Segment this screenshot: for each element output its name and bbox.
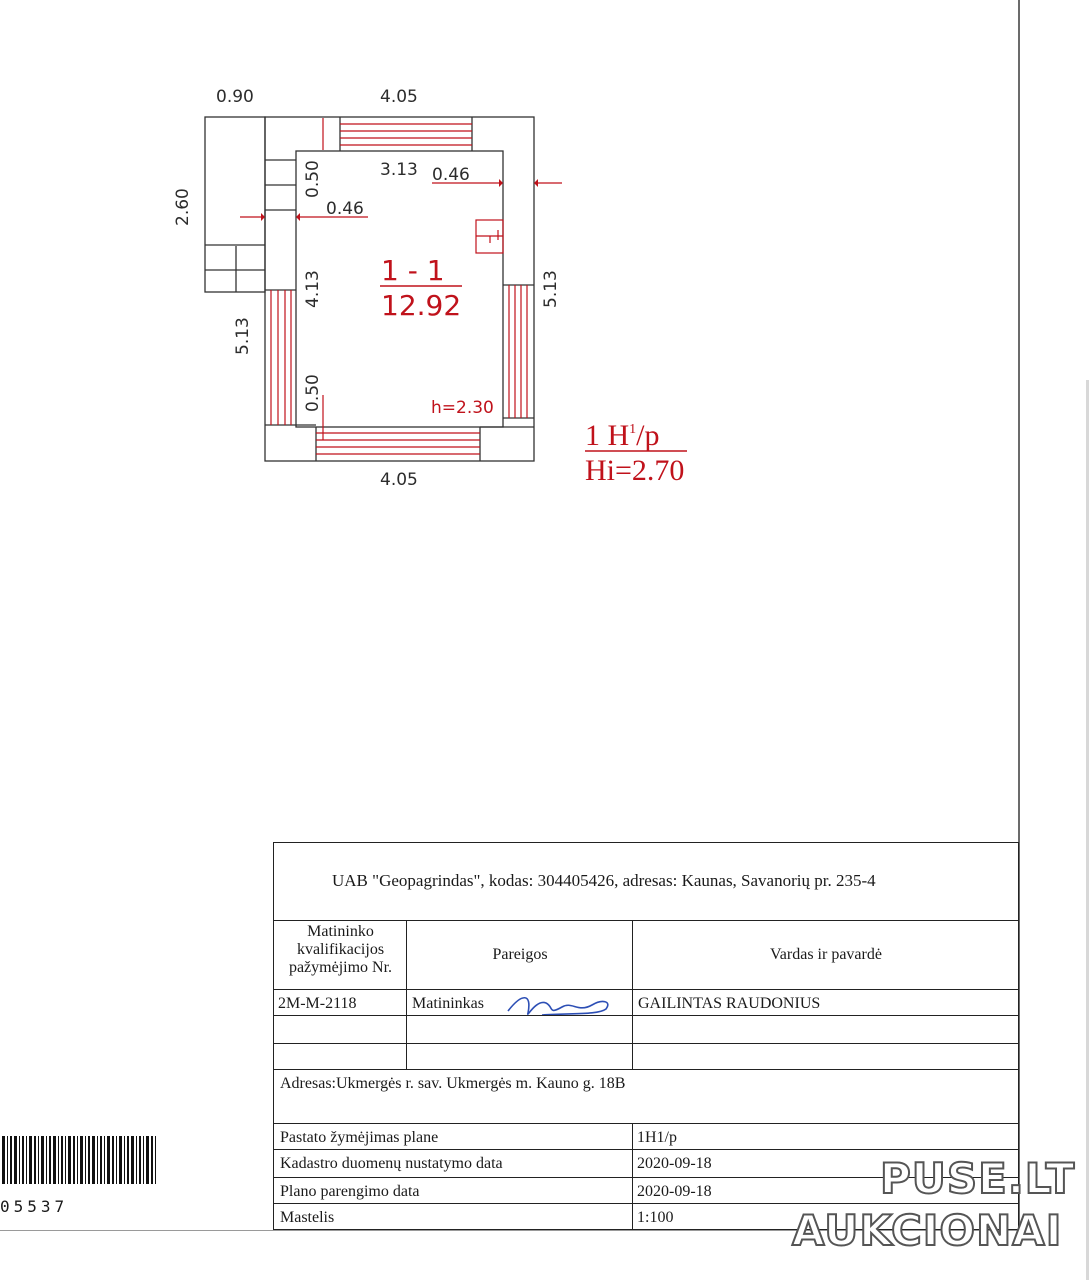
surveyor-name: GAILINTAS RAUDONIUS — [638, 995, 821, 1012]
watermark-line2: AUKCIONAI — [792, 1206, 1063, 1255]
dim-outer-left-height: 5.13 — [233, 317, 253, 355]
surveyor-cert-no: 2M-M-2118 — [278, 995, 357, 1012]
surveyor-role: Matininkas — [412, 995, 484, 1012]
dim-right-wall: 0.46 — [432, 165, 470, 185]
building-height: Hi=2.70 — [585, 454, 685, 487]
entrance-annex — [205, 117, 265, 292]
row-value-1: 2020-09-18 — [637, 1155, 712, 1172]
header-cert-line1: Matininko — [307, 923, 374, 940]
room-area: 12.92 — [381, 289, 462, 322]
row-label-3: Mastelis — [280, 1209, 335, 1226]
dim-top-offset: 0.50 — [303, 160, 323, 198]
dim-inner-top-width: 3.13 — [380, 160, 418, 180]
dim-bottom-offset: 0.50 — [303, 374, 323, 412]
dim-top-left: 0.90 — [216, 87, 254, 107]
header-cert-line2: kvalifikacijos — [296, 941, 385, 958]
company-info: UAB "Geopagrindas", kodas: 304405426, adresas: Kaunas, Savanorių pr. 235-4 — [332, 871, 876, 890]
dim-outer-right-height: 5.13 — [541, 270, 561, 308]
page-edge — [1086, 380, 1089, 1280]
row-value-3: 1:100 — [637, 1209, 674, 1226]
header-cert-line3: pažymėjimo Nr. — [288, 959, 393, 976]
company-row — [274, 843, 1018, 921]
room-height: h=2.30 — [431, 398, 494, 418]
header-role: Pareigos — [492, 946, 548, 963]
row-label-2: Plano parengimo data — [280, 1183, 420, 1200]
dim-bottom-width: 4.05 — [380, 470, 418, 490]
row-label-1: Kadastro duomenų nustatymo data — [280, 1155, 503, 1172]
dim-left-height: 2.60 — [173, 188, 193, 226]
row-value-2: 2020-09-18 — [637, 1183, 712, 1200]
watermark-line1: PUSE.LT — [880, 1154, 1076, 1203]
barcode-number: 05537 — [0, 1197, 69, 1216]
dim-top-width: 4.05 — [380, 87, 418, 107]
barcode — [0, 1136, 160, 1184]
address: Adresas:Ukmergės r. sav. Ukmergės m. Kauno g. 18B — [280, 1075, 626, 1092]
building-code: 1 $H^1/p$ — [585, 419, 660, 452]
room-number: 1 - 1 — [381, 254, 445, 287]
floor-plan — [0, 0, 760, 520]
dim-inner-height: 4.13 — [303, 270, 323, 308]
row-value-0: 1H1/p — [637, 1129, 677, 1146]
dim-left-wall: 0.46 — [326, 199, 364, 219]
row-label-0: Pastato žymėjimas plane — [280, 1129, 439, 1146]
signature — [502, 989, 622, 1023]
header-cert — [274, 923, 407, 977]
header-name: Vardas ir pavardė — [770, 946, 882, 963]
